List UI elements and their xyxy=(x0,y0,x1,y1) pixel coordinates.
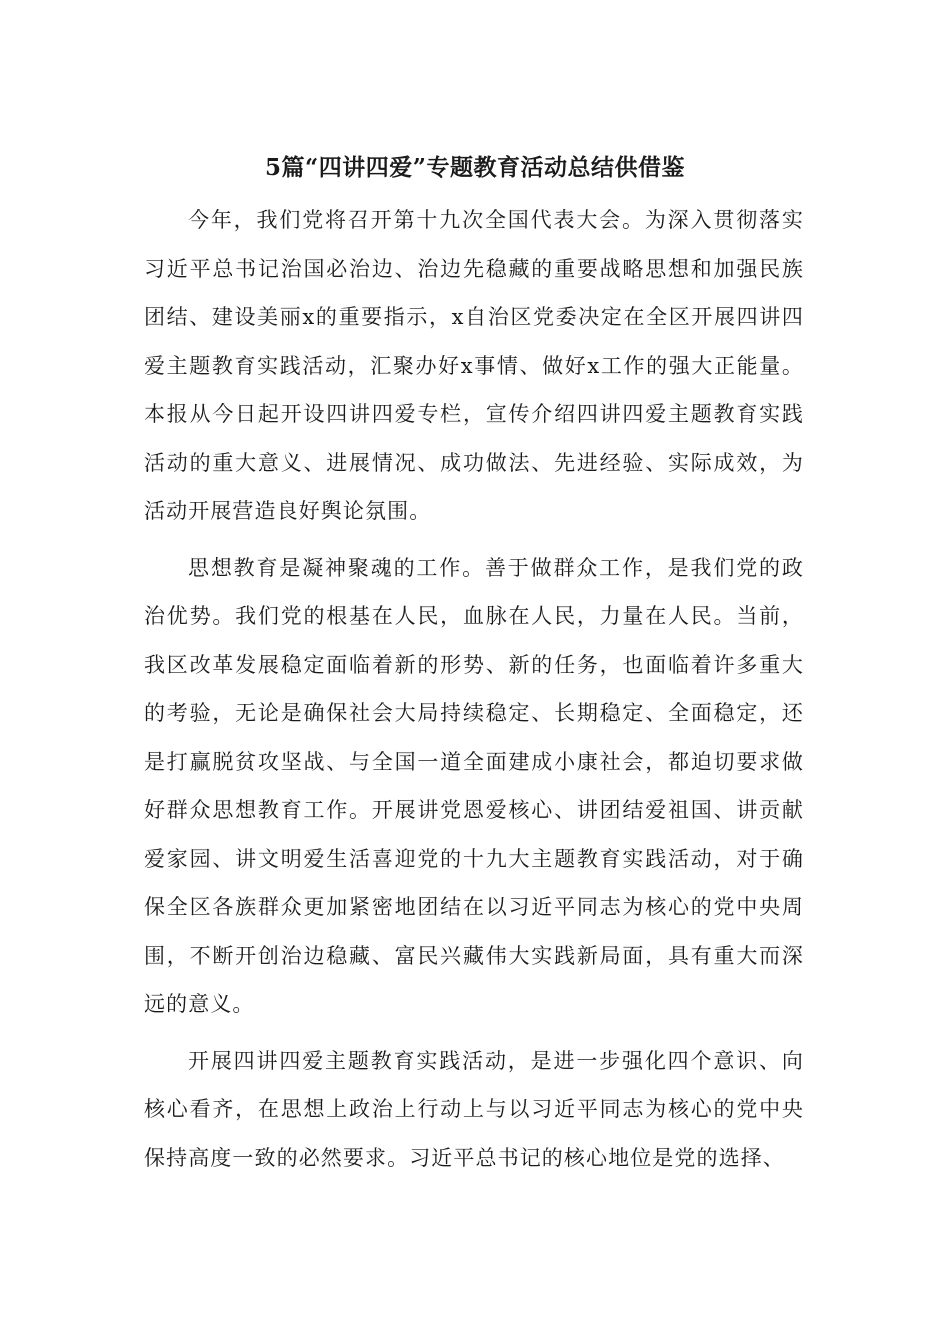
paragraph-2: 思想教育是凝神聚魂的工作。善于做群众工作，是我们党的政治优势。我们党的根基在人民，血脉在人民，力量在人民。当前，我区改革发展稳定面临着新的形势、新的任务，也面临着许多重大的考验，无论是确保社会大局持续稳定、长期稳定、全面稳定，还是打赢脱贫攻坚战、与全国一道全面建成小康社会，都迫切要求做好群众思想教育工作。开展讲党恩爱核心、讲团结爱祖国、讲贡献爱家园、讲文明爱生活喜迎党的十九大主题教育实践活动，对于确保全区各族群众更加紧密地团结在以习近平同志为核心的党中央周围，不断开创治边稳藏、富民兴藏伟大实践新局面，具有重大而深远的意义。 xyxy=(144,555,804,1016)
paragraph-1: 今年，我们党将召开第十九次全国代表大会。为深入贯彻落实习近平总书记治国必治边、治边先稳藏的重要战略思想和加强民族团结、建设美丽x的重要指示，x自治区党委决定在全区开展四讲四爱主题教育实践活动，汇聚办好x事情、做好x工作的强大正能量。本报从今日起开设四讲四爱专栏，宣传介绍四讲四爱主题教育实践活动的重大意义、进展情况、成功做法、先进经验、实际成效，为活动开展营造良好舆论氛围。 xyxy=(144,208,804,523)
document-title: 5篇“四讲四爱”专题教育活动总结供借鉴 xyxy=(265,154,685,181)
paragraph-3: 开展四讲四爱主题教育实践活动，是进一步强化四个意识、向核心看齐，在思想上政治上行动上与以习近平同志为核心的党中央保持高度一致的必然要求。习近平总书记的核心地位是党的选择、 xyxy=(144,1048,804,1170)
document-body xyxy=(144,196,804,1190)
